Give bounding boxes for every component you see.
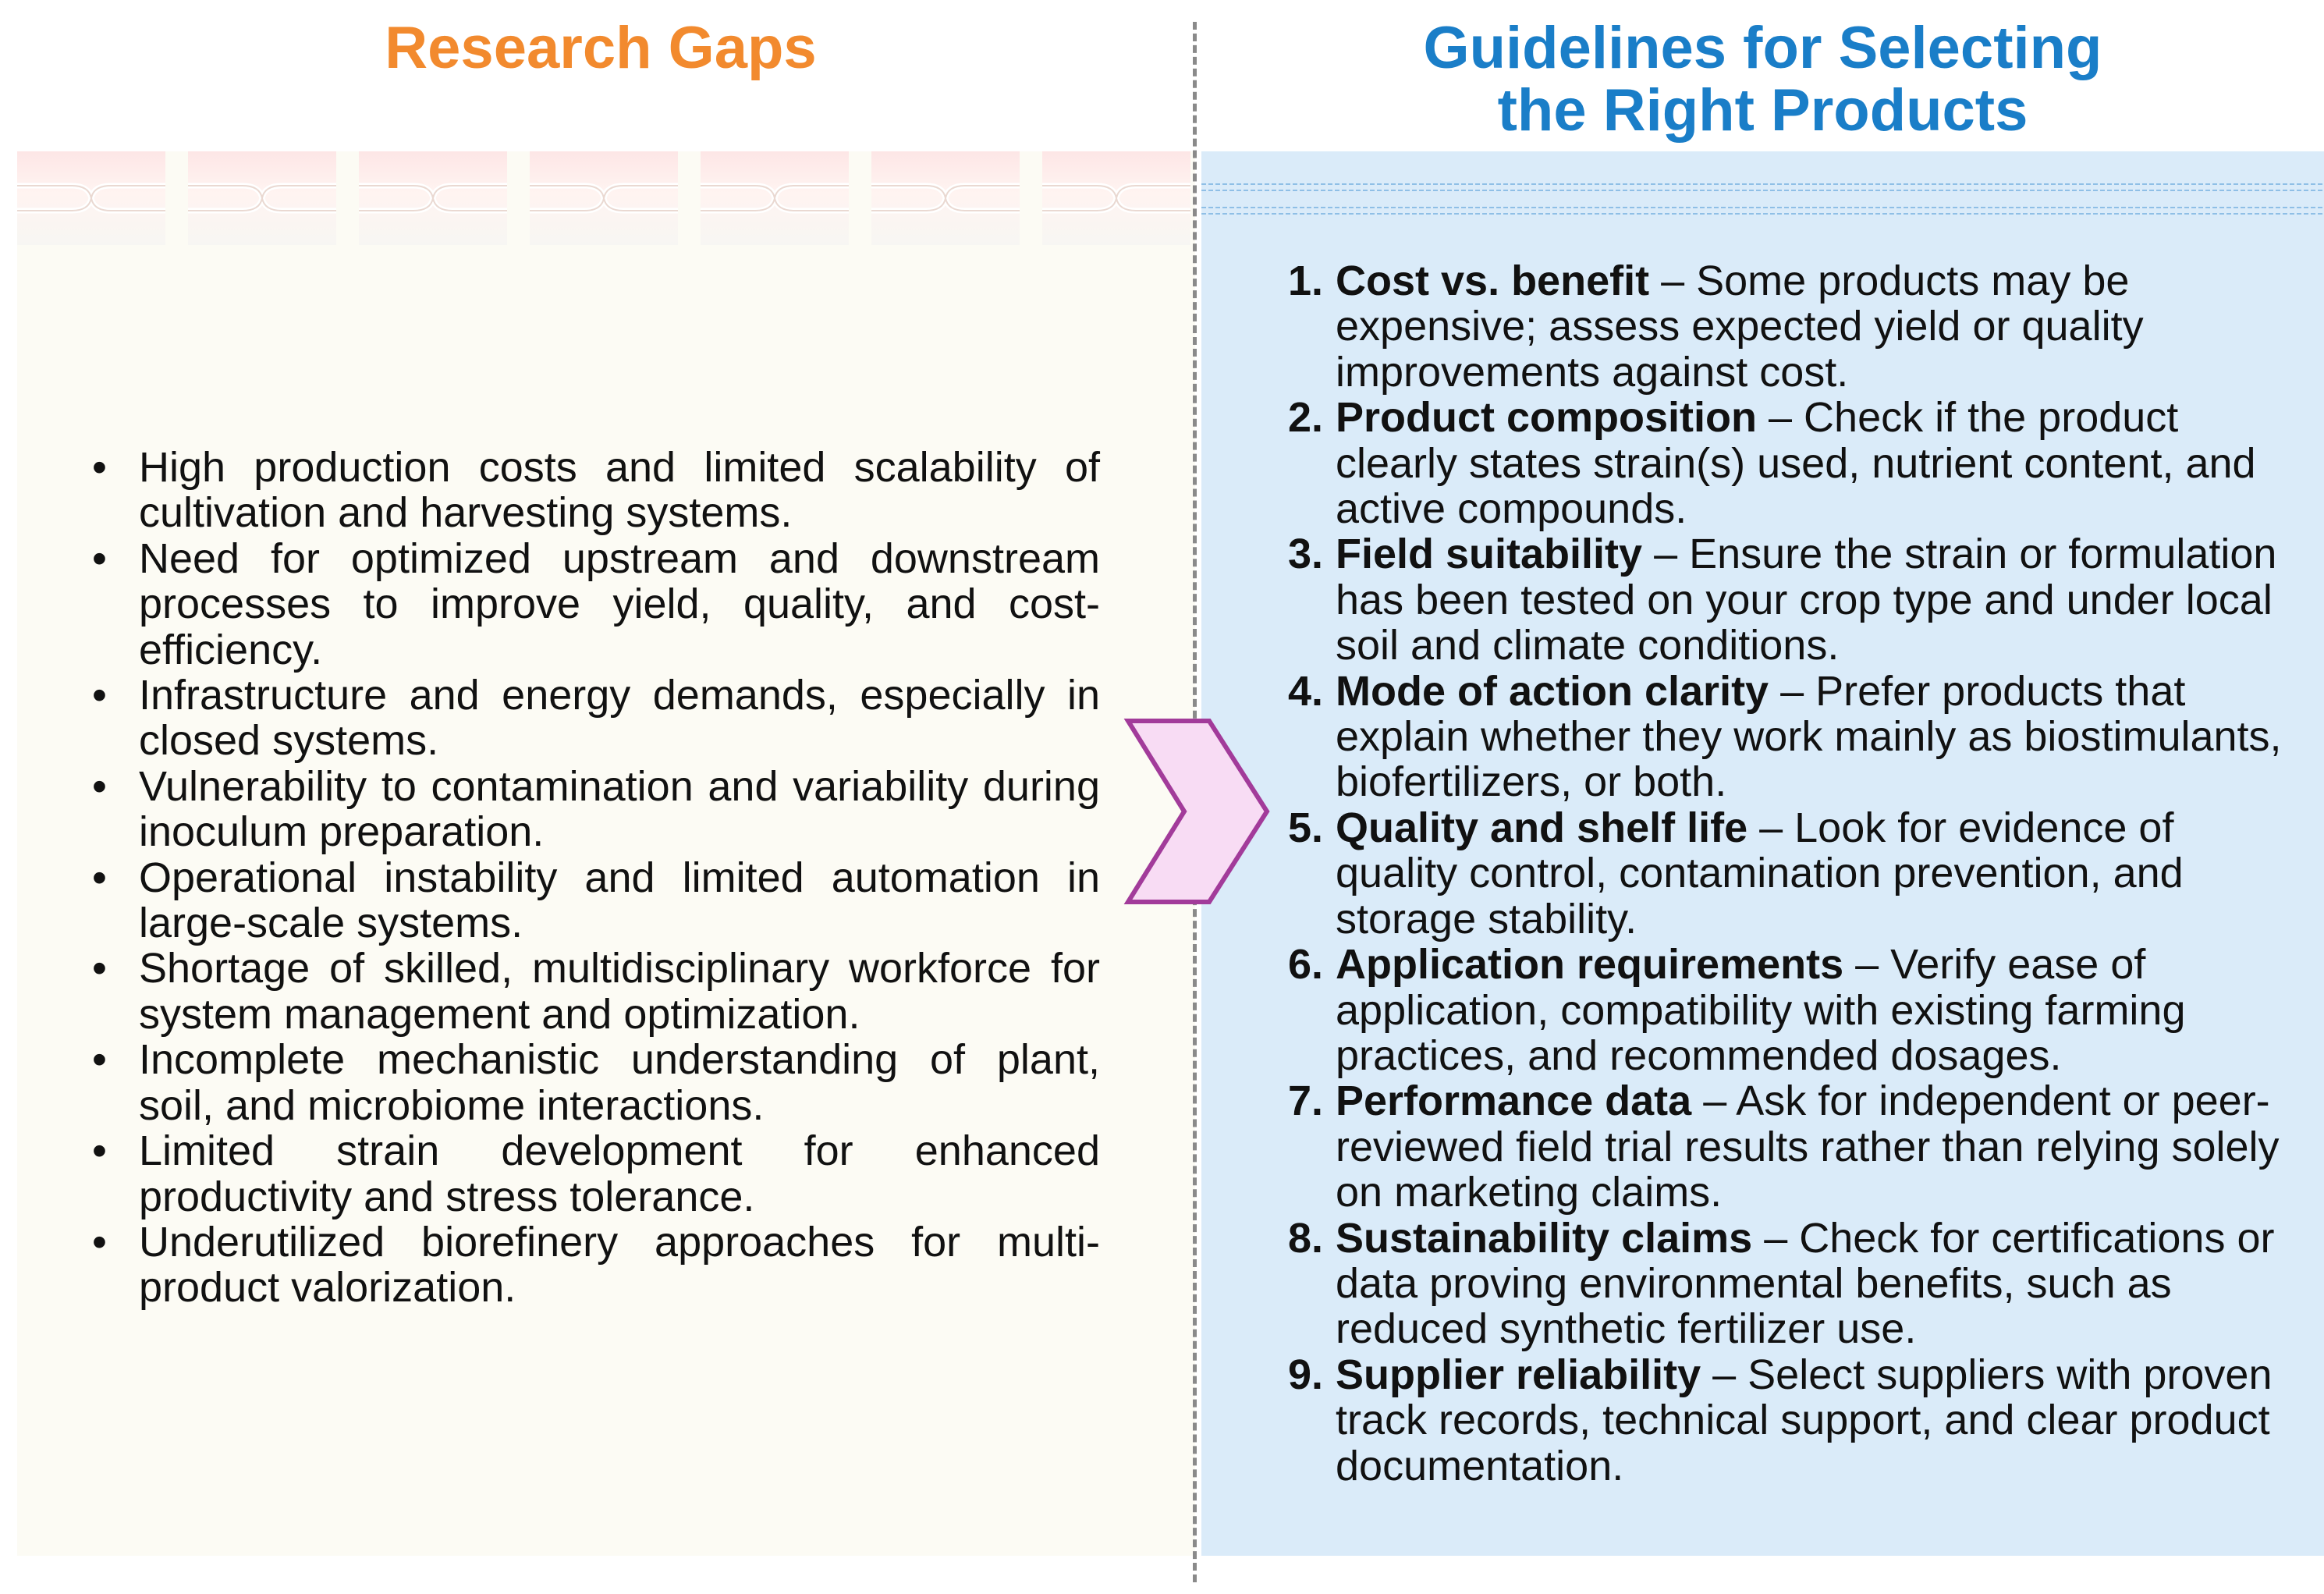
guideline-text: – Prefer products that explain whether they work mainly as biostimulants, biofertilizers, or both. — [1336, 667, 2282, 806]
guideline-term: Product composition — [1336, 394, 1757, 442]
guideline-number: 6. — [1287, 941, 1323, 989]
decorative-double-line-band — [1201, 179, 2324, 218]
guideline-number: 1. — [1287, 257, 1323, 304]
guideline-term: Supplier reliability — [1336, 1351, 1701, 1398]
guideline-text: – Some products may be expensive; assess expected yield or quality improvements against cost. — [1336, 257, 2144, 396]
guideline-item — [1287, 667, 2303, 806]
research-gap-text: Infrastructure and energy demands, especially in closed systems. — [139, 672, 1100, 765]
guidelines-list — [1287, 257, 2303, 1489]
research-gap-item — [92, 1036, 1100, 1129]
guideline-number: 2. — [1287, 394, 1323, 442]
research-gap-item — [92, 1218, 1100, 1312]
bullet-icon: • — [92, 1036, 107, 1084]
guideline-number: 9. — [1287, 1351, 1323, 1398]
bullet-icon: • — [92, 1218, 107, 1266]
guidelines-title-line-2: the Right Products — [1497, 77, 2028, 144]
research-gap-text: Need for optimized upstream and downstream processes to improve yield, quality, and cost-efficiency. — [139, 534, 1100, 673]
guideline-item — [1287, 531, 2303, 669]
guideline-number: 8. — [1287, 1214, 1323, 1262]
guideline-term: Quality and shelf life — [1336, 804, 1748, 851]
guideline-text: – Look for evidence of quality control, contamination prevention, and storage stability. — [1336, 804, 2184, 943]
research-gaps-list — [92, 444, 1100, 1312]
chevron-arrow-icon — [1122, 718, 1278, 905]
research-gap-item — [92, 672, 1100, 765]
research-gap-text: Operational instability and limited automation in large-scale systems. — [139, 854, 1100, 947]
research-gap-text: Underutilized biorefinery approaches for multi-product valorization. — [139, 1218, 1100, 1312]
guideline-text: – Check for certifications or data proving environmental benefits, such as reduced synthetic fertilizer use. — [1336, 1214, 2275, 1353]
guideline-text: – Ensure the strain or formulation has been tested on your crop type and under local soil and climate conditions. — [1336, 531, 2277, 669]
guideline-text: – Check if the product clearly states strain(s) used, nutrient content, and active compounds. — [1336, 394, 2256, 533]
research-gap-text: Limited strain development for enhanced productivity and stress tolerance. — [139, 1127, 1100, 1220]
guidelines-title — [1201, 17, 2324, 142]
research-gap-item — [92, 762, 1100, 856]
research-gap-item — [92, 1127, 1100, 1220]
research-gap-text: High production costs and limited scalability of cultivation and harvesting systems. — [139, 444, 1100, 537]
research-gap-text: Vulnerability to contamination and variability during inoculum preparation. — [139, 762, 1100, 856]
bullet-icon: • — [92, 444, 107, 491]
guidelines-title-line-1: Guidelines for Selecting — [1423, 15, 2102, 81]
guideline-text: – Verify ease of application, compatibility with existing farming practices, and recommended dosages. — [1336, 941, 2186, 1079]
research-gap-item — [92, 854, 1100, 947]
guideline-item — [1287, 1351, 2303, 1489]
research-gap-item — [92, 444, 1100, 537]
bullet-icon: • — [92, 672, 107, 719]
guideline-term: Mode of action clarity — [1336, 667, 1769, 715]
bullet-icon: • — [92, 854, 107, 901]
research-gap-text: Incomplete mechanistic understanding of plant, soil, and microbiome interactions. — [139, 1036, 1100, 1129]
guideline-item — [1287, 257, 2303, 396]
research-gaps-title: Research Gaps — [385, 15, 817, 81]
research-gap-item — [92, 945, 1100, 1038]
guideline-number: 7. — [1287, 1077, 1323, 1125]
guideline-term: Cost vs. benefit — [1336, 257, 1650, 304]
guideline-term: Field suitability — [1336, 531, 1643, 578]
bullet-icon: • — [92, 945, 107, 992]
guideline-item — [1287, 804, 2303, 943]
guideline-item — [1287, 1214, 2303, 1353]
guideline-number: 5. — [1287, 804, 1323, 851]
guideline-term: Application requirements — [1336, 941, 1844, 989]
guideline-item — [1287, 394, 2303, 533]
guideline-text: – Select suppliers with proven track records, technical support, and clear product documentation. — [1336, 1351, 2273, 1489]
guideline-number: 4. — [1287, 667, 1323, 715]
research-gap-text: Shortage of skilled, multidisciplinary workforce for system management and optimization. — [139, 945, 1100, 1038]
bullet-icon: • — [92, 1127, 107, 1175]
guideline-item — [1287, 1077, 2303, 1216]
guideline-item — [1287, 941, 2303, 1079]
research-gap-item — [92, 534, 1100, 673]
decorative-chain-band — [17, 151, 1195, 245]
guideline-text: – Ask for independent or peer-reviewed field trial results rather than relying solely on marketing claims. — [1336, 1077, 2280, 1216]
bullet-icon: • — [92, 534, 107, 582]
guideline-term: Performance data — [1336, 1077, 1692, 1125]
guideline-term: Sustainability claims — [1336, 1214, 1753, 1262]
bullet-icon: • — [92, 762, 107, 810]
guideline-number: 3. — [1287, 531, 1323, 578]
